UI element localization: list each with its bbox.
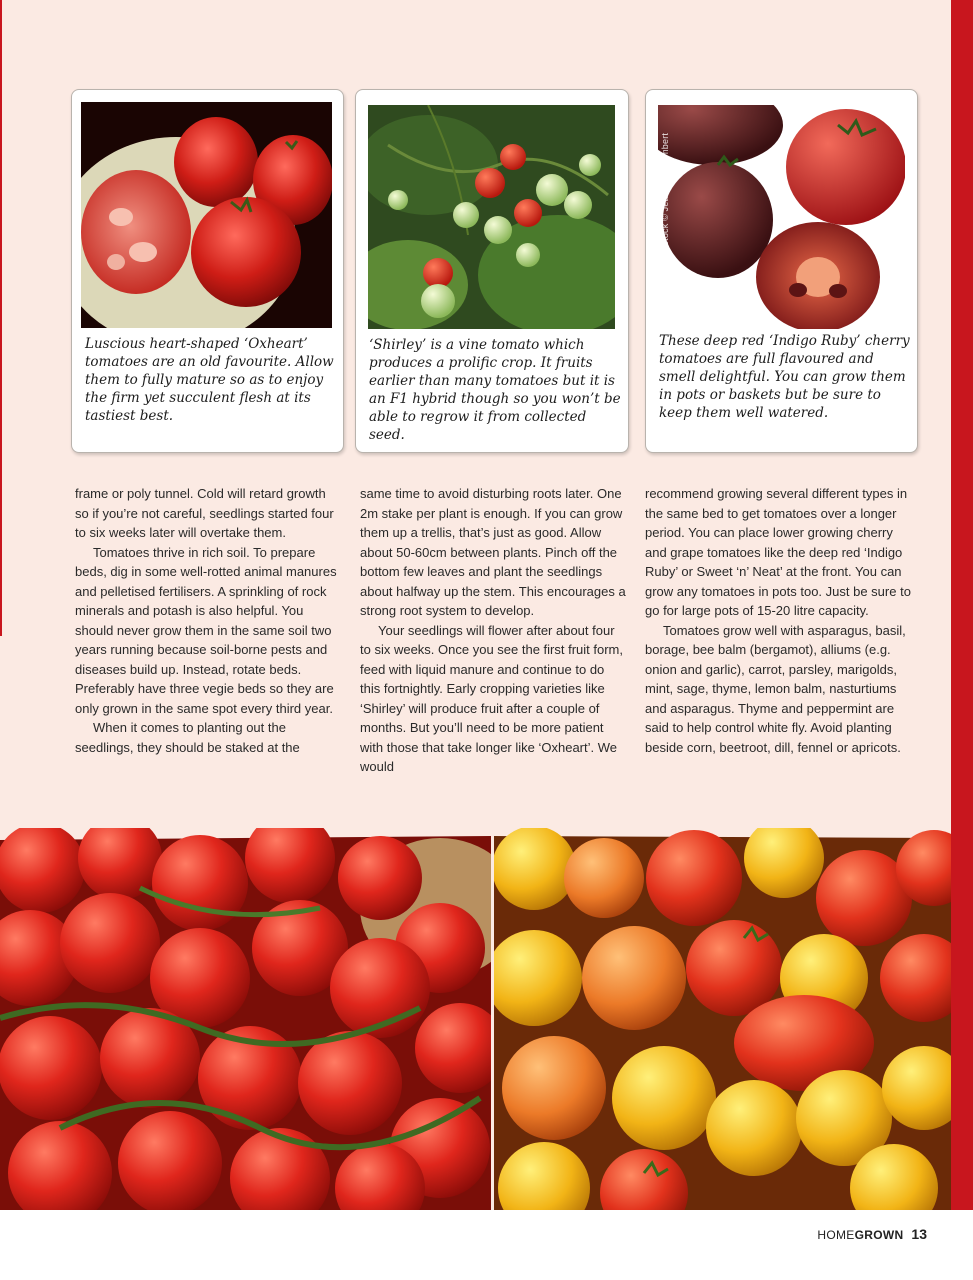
right-red-bar	[951, 0, 973, 1210]
footer-magazine-name-grown: GROWN	[854, 1228, 904, 1242]
page-number: 13	[911, 1226, 927, 1242]
footer-magazine-name-home: HOME	[817, 1228, 855, 1242]
oxheart-tomato-photo	[81, 102, 332, 328]
red-vine-tomatoes-photo	[0, 828, 491, 1210]
text-column-3	[645, 484, 913, 757]
indigo-ruby-tomato-photo	[658, 105, 905, 329]
photo-card-oxheart	[71, 89, 344, 453]
text-column-1	[75, 484, 343, 757]
page-footer	[817, 1226, 927, 1242]
paragraph: Tomatoes thrive in rich soil. To prepare beds, dig in some well-rotted animal manures and pelletised fertilisers. A sprinkling of rock minerals and potash is also helpful. You should never grow them in the same soil two years running because soil-borne pests and diseases build up. Instead, rotate beds. Preferably have three vegie beds so they are only grown in the same spot every third year.	[75, 544, 337, 716]
paragraph: same time to avoid disturbing roots later. One 2m stake per plant is enough. If you can grow them up a trellis, that’s just as good. Allow about 50-60cm between plants. Pinch off the bottom few leaves and plant the seedlings about halfway up the stem. This encourages a strong root system to develop.	[360, 486, 626, 618]
shirley-vine-tomato-photo	[368, 105, 615, 329]
indigo-ruby-caption: These deep red ‘Indigo Ruby’ cherry tomatoes are full flavoured and smell delightful. You can grow them in pots or baskets but be sure to keep them well watered.	[659, 333, 910, 421]
text-column-2	[360, 484, 628, 777]
paragraph: frame or poly tunnel. Cold will retard growth so if you’re not careful, seedlings started four to six weeks later will overtake them.	[75, 486, 334, 540]
oxheart-caption: Luscious heart-shaped ‘Oxheart’ tomatoes are an old favourite. Allow them to fully mature so as to enjoy the firm yet succulent flesh at its tastiest best.	[85, 336, 334, 424]
photo-card-shirley	[355, 89, 629, 453]
paragraph: Your seedlings will flower after about four to six weeks. Once you see the first fruit form, feed with liquid manure and continue to do this fortnightly. Early cropping varieties like ‘Shirley’ will produce fruit after a couple of months. But you’ll need to be more patient with those that take longer like ‘Oxheart’. We would	[360, 622, 623, 774]
shirley-caption: ‘Shirley’ is a vine tomato which produces a prolific crop. It fruits earlier than many tomatoes but it is an F1 hybrid though so you won’t be able to regrow it from collected seed.	[369, 337, 621, 443]
mixed-cherry-tomatoes-photo	[494, 828, 951, 1210]
paragraph: When it comes to planting out the seedlings, they should be staked at the	[75, 720, 300, 755]
paragraph: Tomatoes grow well with asparagus, basil, borage, bee balm (bergamot), alliums (e.g. onion and garlic), carrot, parsley, marigolds, mint, sage, thyme, lemon balm, nasturtiums and asparagus. Thyme and peppermint are said to help control white fly. Avoid planting beside corn, beetroot, dill, fennel or apricots.	[645, 622, 906, 755]
left-accent-strip	[0, 0, 2, 636]
paragraph: recommend growing several different types in the same bed to get tomatoes over a longer period. You can place lower growing cherry and grape tomatoes like the deep red ‘Indigo Ruby’ or Sweet ‘n’ Neat’ at the front. You can grow any tomatoes in pots too. Just be sure to go for large pots of 15-20 litre capacity.	[645, 486, 911, 618]
photo-card-indigo-ruby	[645, 89, 918, 453]
photo-credit: Shutterstock © Jeannette Lambert	[660, 132, 670, 276]
